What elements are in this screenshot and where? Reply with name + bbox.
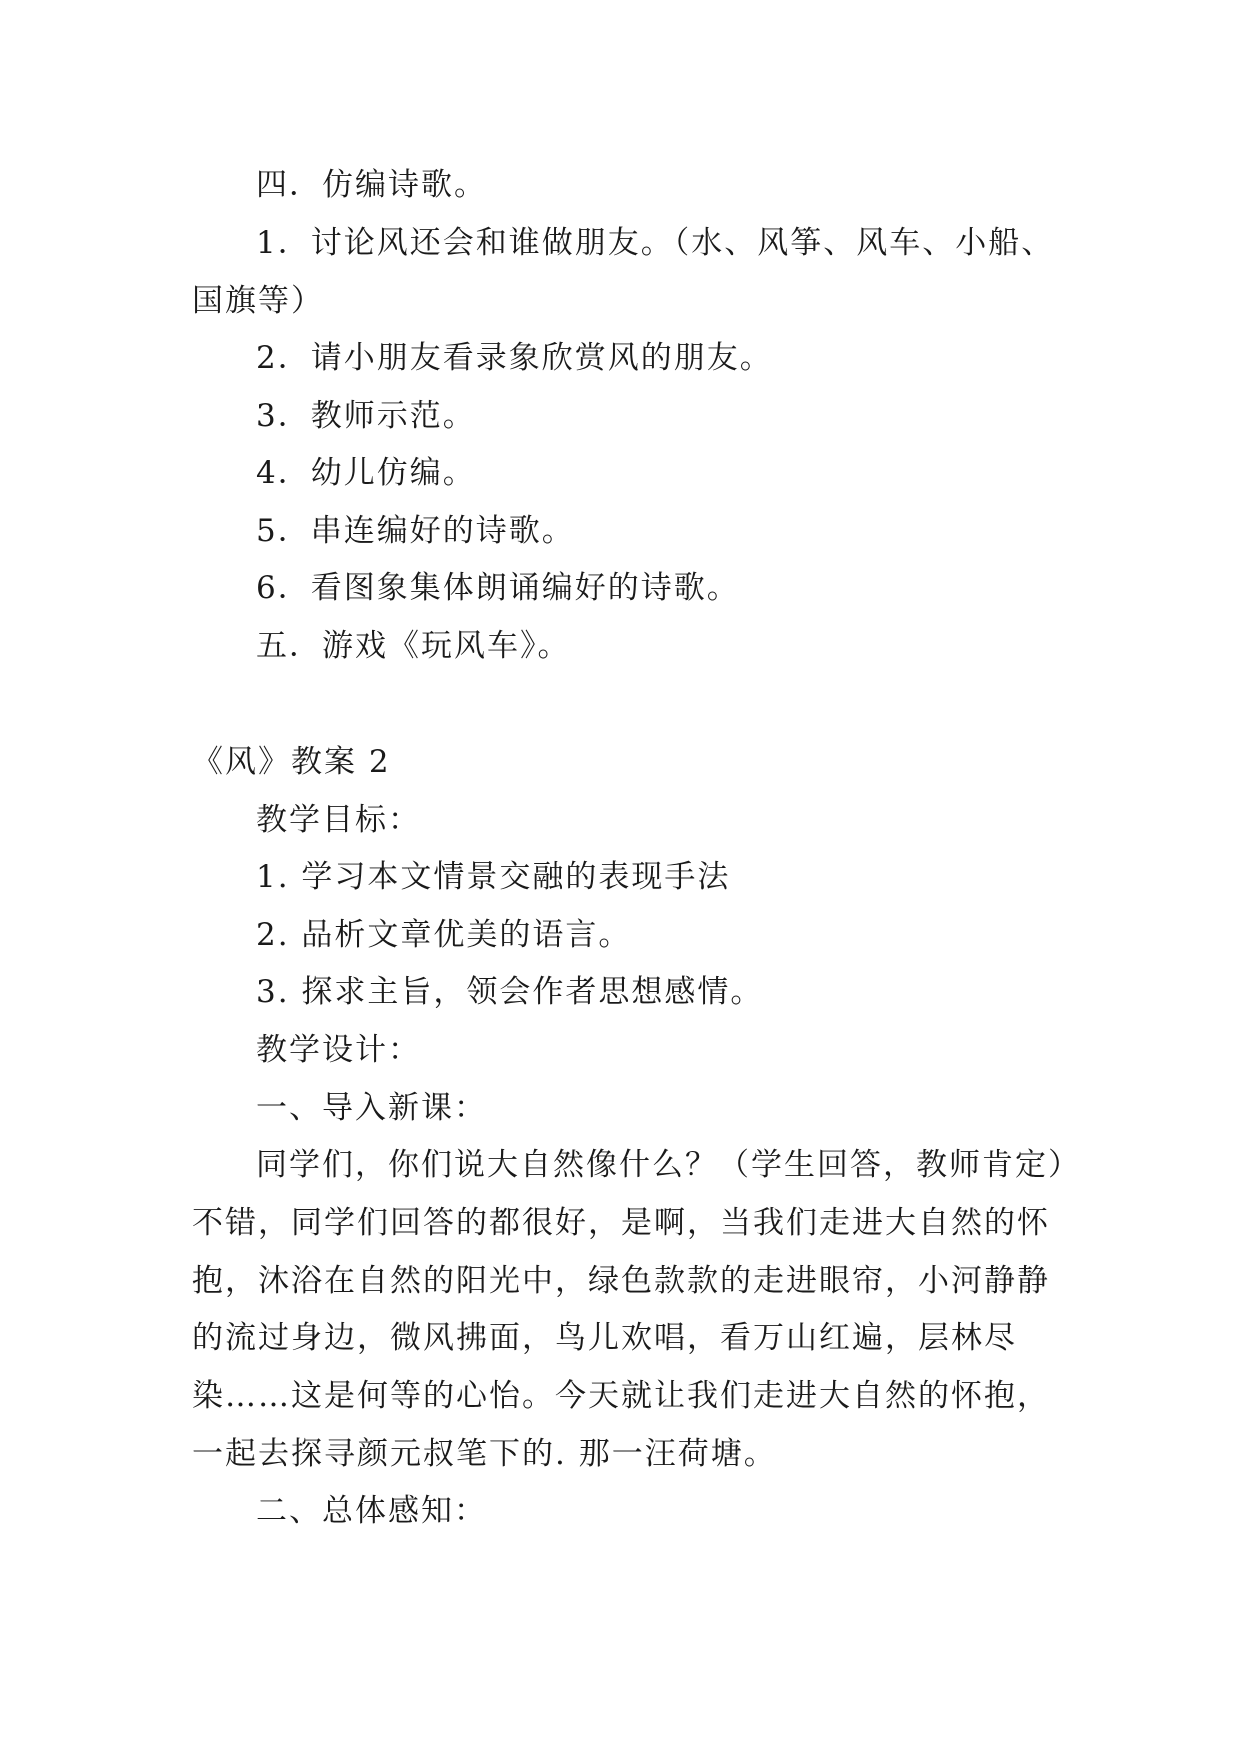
- paragraph-line: 6．看图象集体朗诵编好的诗歌。: [256, 570, 740, 606]
- paragraph-line: 4．幼儿仿编。: [256, 455, 476, 491]
- paragraph-line: 抱，沐浴在自然的阳光中，绿色款款的走进眼帘，小河静静: [192, 1263, 1050, 1299]
- section-heading-imitate-poem: 四．仿编诗歌。: [256, 167, 487, 203]
- paragraph-line: 同学们，你们说大自然像什么？（学生回答，教师肯定）: [256, 1147, 1081, 1183]
- paragraph-line: 染……这是何等的心怡。今天就让我们走进大自然的怀抱，: [192, 1378, 1050, 1414]
- paragraph-line: 5．串连编好的诗歌。: [256, 513, 575, 549]
- section-heading-game: 五．游戏《玩风车》。: [256, 628, 571, 664]
- paragraph-line: 的流过身边，微风拂面，鸟儿欢唱，看万山红遍，层林尽: [192, 1320, 1017, 1356]
- paragraph-line: 不错，同学们回答的都很好，是啊，当我们走进大自然的怀: [192, 1205, 1050, 1241]
- paragraph-line: 1. 学习本文情景交融的表现手法: [256, 859, 731, 895]
- paragraph-line: 3．教师示范。: [256, 398, 476, 434]
- section-heading-objectives: 教学目标：: [256, 802, 421, 838]
- paragraph-line: 1．讨论风还会和谁做朋友。（水、风筝、风车、小船、: [256, 225, 1055, 261]
- paragraph-line: 2．请小朋友看录象欣赏风的朋友。: [256, 340, 773, 376]
- paragraph-line: 3. 探求主旨，领会作者思想感情。: [256, 974, 764, 1010]
- section-heading-intro: 一、导入新课：: [256, 1090, 487, 1126]
- lesson-plan-title: 《风》教案 2: [192, 744, 391, 780]
- paragraph-line: 一起去探寻颜元叔笔下的. 那一汪荷塘。: [192, 1436, 777, 1472]
- section-heading-overview: 二、总体感知：: [256, 1493, 487, 1529]
- section-heading-design: 教学设计：: [256, 1032, 421, 1068]
- paragraph-line: 国旗等）: [192, 283, 324, 319]
- paragraph-line: 2. 品析文章优美的语言。: [256, 917, 632, 953]
